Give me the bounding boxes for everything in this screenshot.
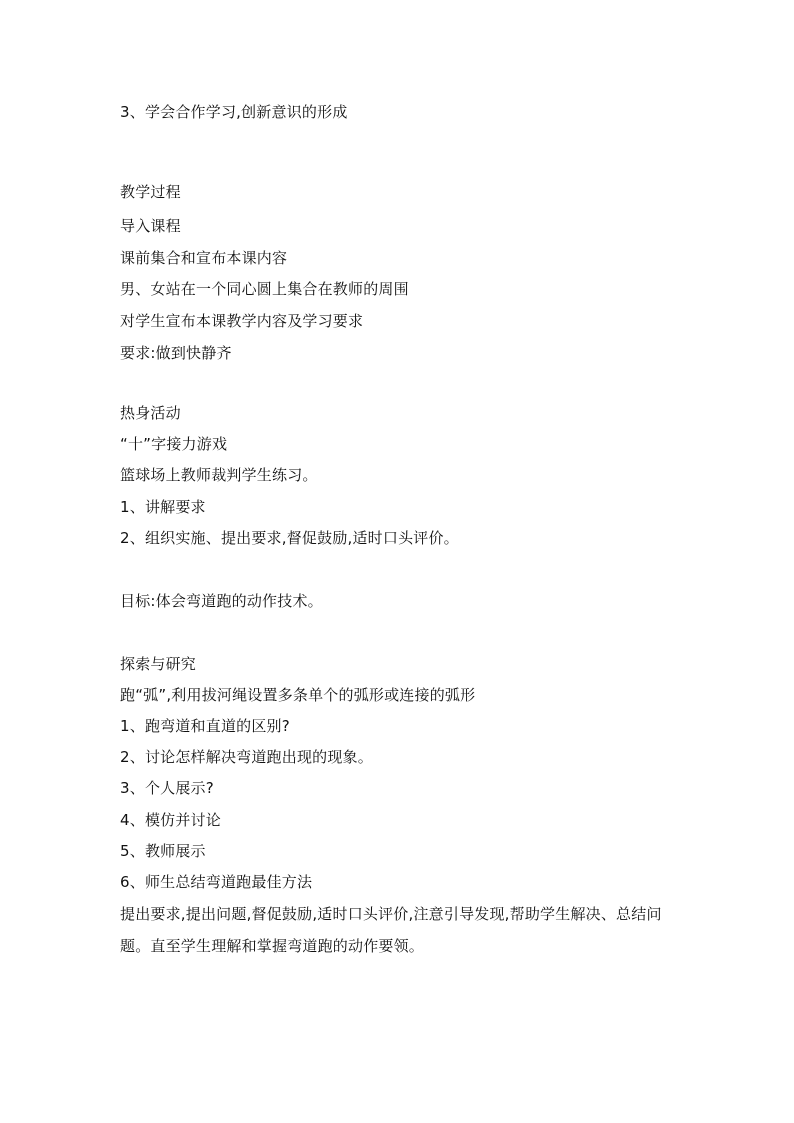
intro-heading: 导入课程 <box>120 217 181 235</box>
explore-line: 跑“弧”,利用拔河绳设置多条单个的弧形或连接的弧形 <box>120 686 476 704</box>
warmup-line: 1、讲解要求 <box>120 498 206 516</box>
warmup-goal: 目标:体会弯道跑的动作技术。 <box>120 592 323 610</box>
explore-line: 1、跑弯道和直道的区别? <box>120 717 290 735</box>
intro-line: 对学生宣布本课教学内容及学习要求 <box>120 312 364 330</box>
explore-line: 2、讨论怎样解决弯道跑出现的现象。 <box>120 748 373 766</box>
explore-line: 3、个人展示? <box>120 779 214 797</box>
warmup-heading: 热身活动 <box>120 404 181 422</box>
explore-summary: 提出要求,提出问题,督促鼓励,适时口头评价,注意引导发现,帮助学生解决、总结问题。直至学生理解和掌握弯道跑的动作要领。 <box>120 905 662 955</box>
explore-line: 5、教师展示 <box>120 842 206 860</box>
warmup-line: 篮球场上教师裁判学生练习。 <box>120 466 318 484</box>
objective-3: 3、学会合作学习,创新意识的形成 <box>120 103 348 121</box>
teaching-process-heading: 教学过程 <box>120 183 181 201</box>
explore-line: 4、模仿并讨论 <box>120 811 221 829</box>
intro-line: 课前集合和宣布本课内容 <box>120 249 288 267</box>
warmup-line: “十”字接力游戏 <box>120 435 228 453</box>
warmup-line: 2、组织实施、提出要求,督促鼓励,适时口头评价。 <box>120 529 459 547</box>
explore-line: 6、师生总结弯道跑最佳方法 <box>120 873 313 891</box>
intro-line: 男、女站在一个同心圆上集合在教师的周围 <box>120 280 409 298</box>
intro-line: 要求:做到快静齐 <box>120 344 232 362</box>
explore-heading: 探索与研究 <box>120 655 197 673</box>
